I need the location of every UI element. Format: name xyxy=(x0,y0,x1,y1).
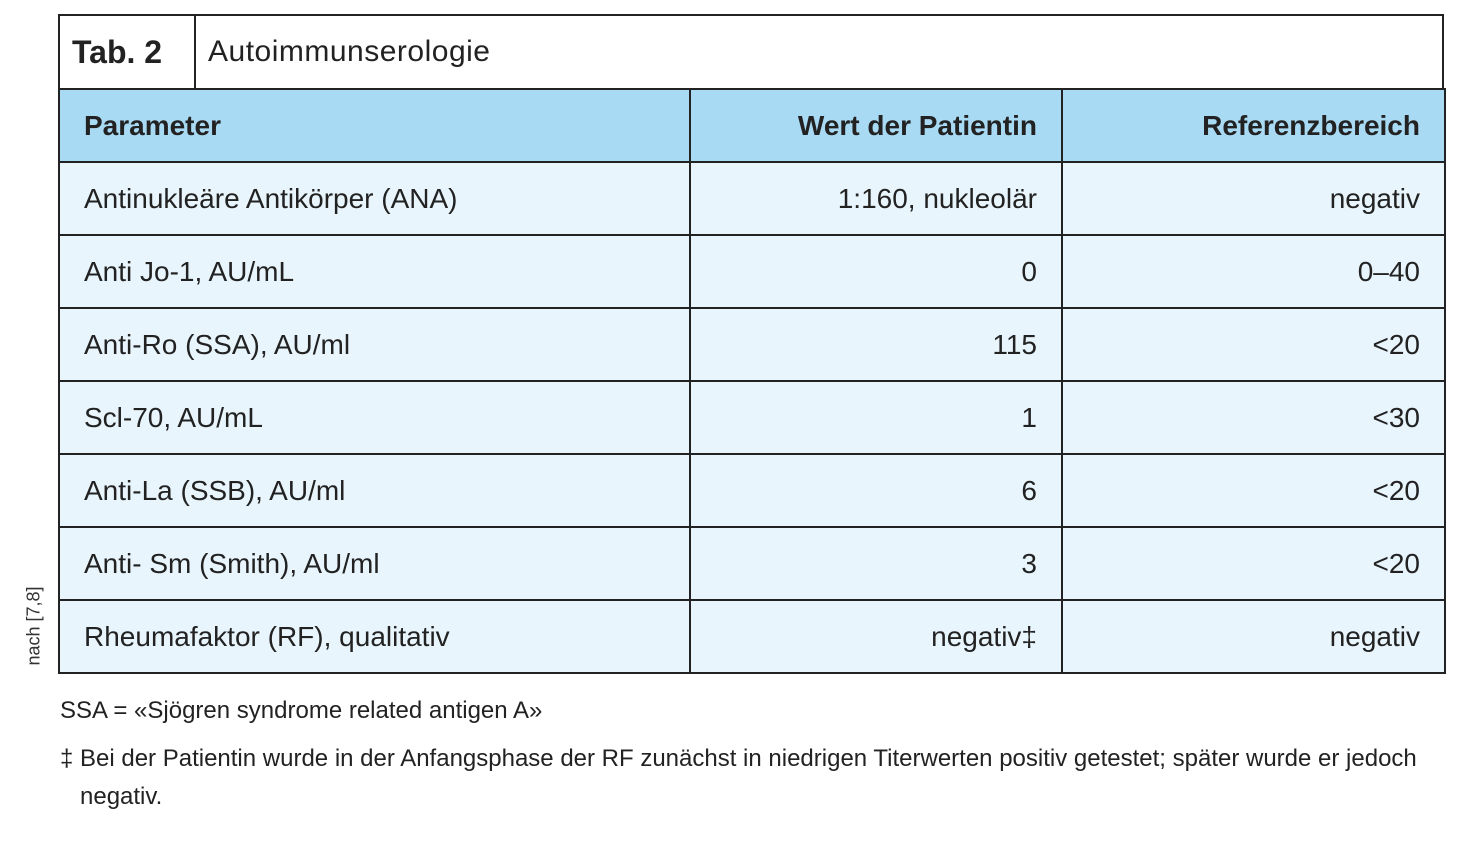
cell-value: 6 xyxy=(690,454,1062,527)
cell-parameter: Anti- Sm (Smith), AU/ml xyxy=(59,527,690,600)
header-reference-range: Referenzbereich xyxy=(1062,89,1445,162)
cell-parameter: Anti-La (SSB), AU/ml xyxy=(59,454,690,527)
table-row xyxy=(59,527,1445,600)
table-row xyxy=(59,454,1445,527)
cell-value: 115 xyxy=(690,308,1062,381)
table-row xyxy=(59,308,1445,381)
table-title: Autoimmunserologie xyxy=(208,35,491,68)
table-row xyxy=(59,600,1445,673)
table-number: Tab. 2 xyxy=(60,16,196,88)
cell-parameter: Anti-Ro (SSA), AU/ml xyxy=(59,308,690,381)
table-caption xyxy=(58,14,1444,88)
cell-value: negativ‡ xyxy=(690,600,1062,673)
footnote-ssa: SSA = «Sjögren syndrome related antigen A» xyxy=(60,697,543,724)
cell-reference: 0–40 xyxy=(1062,235,1445,308)
table-row xyxy=(59,162,1445,235)
cell-parameter: Antinukleäre Antikörper (ANA) xyxy=(59,162,690,235)
header-row xyxy=(59,89,1445,162)
cell-reference: <20 xyxy=(1062,308,1445,381)
cell-value: 1 xyxy=(690,381,1062,454)
cell-value: 3 xyxy=(690,527,1062,600)
source-reference: nach [7,8] xyxy=(23,586,44,666)
cell-parameter: Scl-70, AU/mL xyxy=(59,381,690,454)
cell-reference: negativ xyxy=(1062,600,1445,673)
table-row xyxy=(59,381,1445,454)
header-parameter: Parameter xyxy=(59,89,690,162)
cell-parameter: Anti Jo-1, AU/mL xyxy=(59,235,690,308)
cell-value: 0 xyxy=(690,235,1062,308)
autoimmune-serology-table xyxy=(58,88,1446,674)
cell-reference: negativ xyxy=(1062,162,1445,235)
table-row xyxy=(59,235,1445,308)
cell-reference: <20 xyxy=(1062,527,1445,600)
footnote-dagger xyxy=(60,740,1450,816)
dagger-symbol: ‡ xyxy=(60,745,74,772)
cell-value: 1:160, nukleolär xyxy=(690,162,1062,235)
cell-reference: <30 xyxy=(1062,381,1445,454)
header-patient-value: Wert der Patientin xyxy=(690,89,1062,162)
cell-reference: <20 xyxy=(1062,454,1445,527)
lab-table xyxy=(58,14,1444,674)
dagger-text: Bei der Patientin wurde in der Anfangsphase der RF zunächst in niedrigen Titerwerten positiv getestet; später wurde er jedoch negativ. xyxy=(80,745,1417,810)
cell-parameter: Rheumafaktor (RF), qualitativ xyxy=(59,600,690,673)
